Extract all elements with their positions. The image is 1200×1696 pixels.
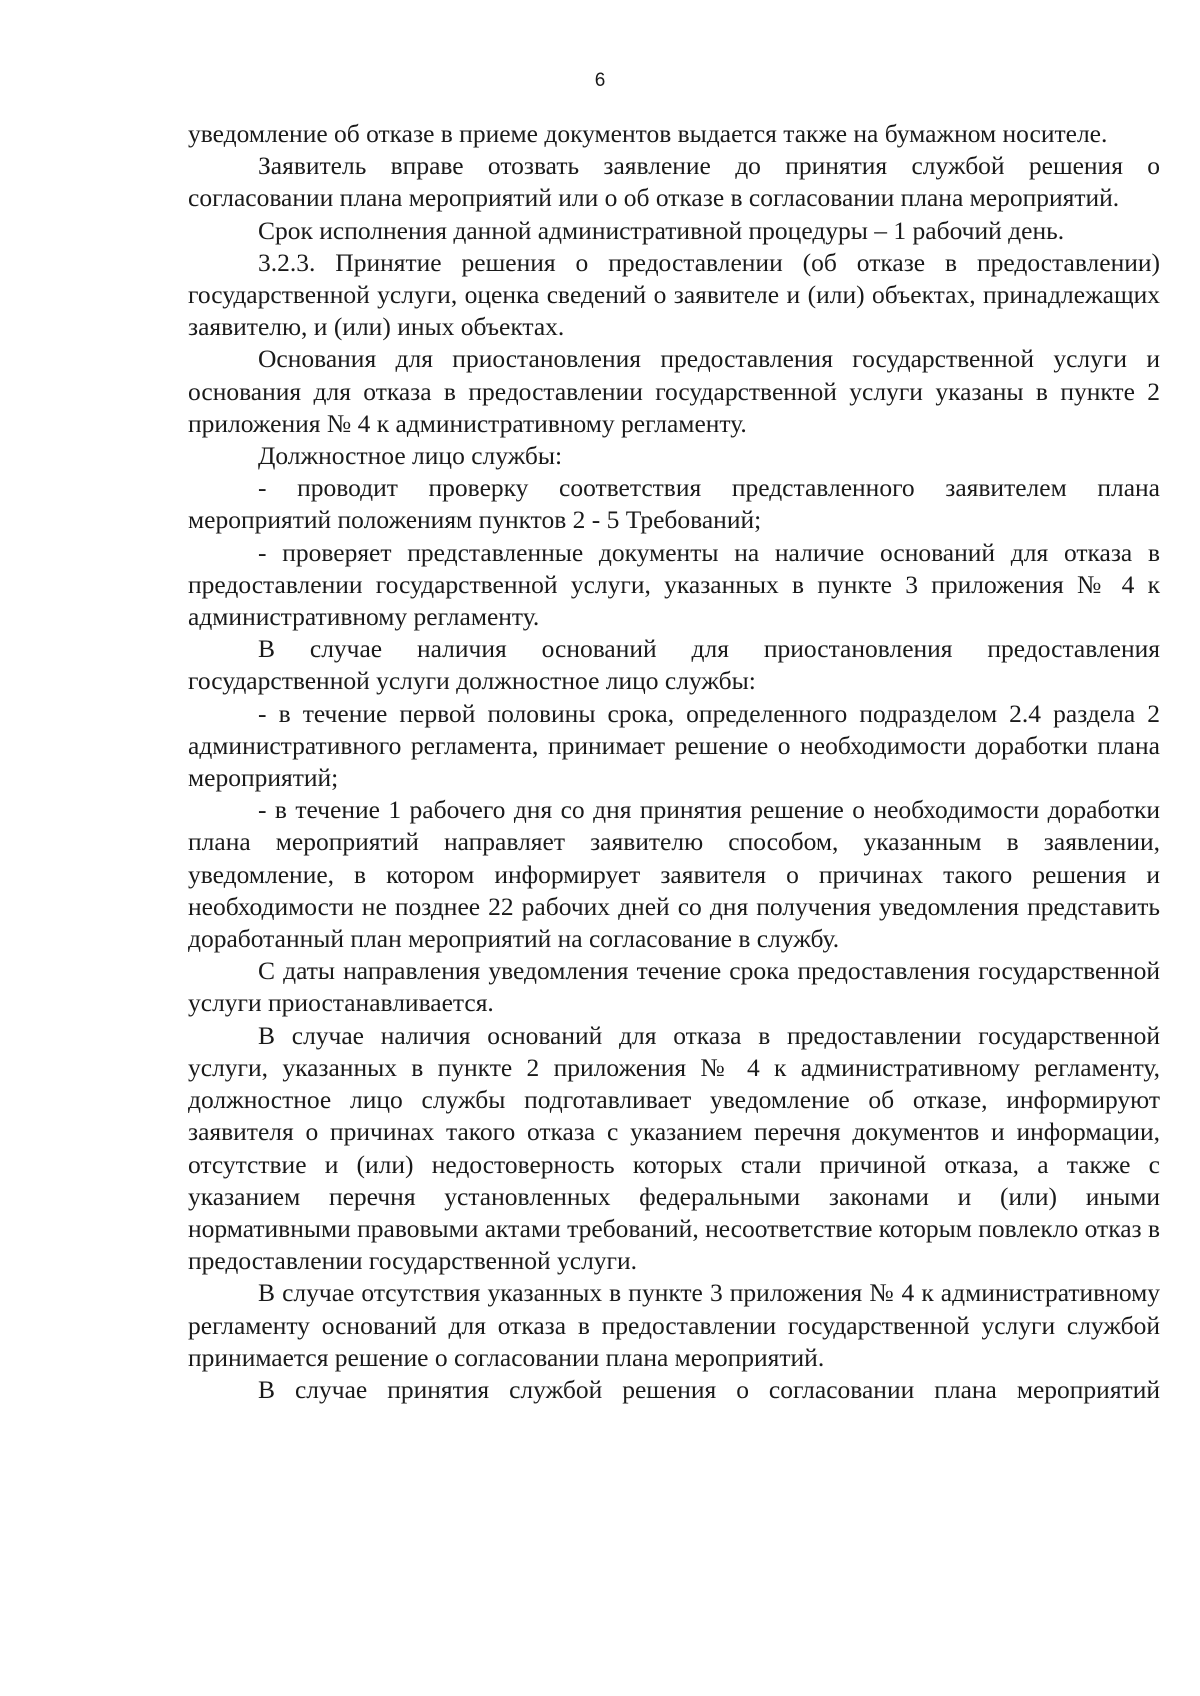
list-item: - в течение первой половины срока, определенного подразделом 2.4 раздела 2 административного регламента, принимает решение о необходимости доработки плана мероприятий; [188, 698, 1160, 793]
paragraph: В случае отсутствия указанных в пункте 3 приложения № 4 к административному регламенту оснований для отказа в предоставлении государственной услуги службой принимается решение о согласовании плана мероприятий. [188, 1278, 1160, 1372]
paragraph: В случае наличия оснований для приостановления предоставления государственной услуги должностное лицо службы: [188, 634, 1160, 696]
paragraph: Основания для приостановления предоставления государственной услуги и основания для отказа в предоставлении государственной услуги указаны в пункте 2 приложения № 4 к административному регламенту. [188, 344, 1160, 438]
paragraph: В случае наличия оснований для отказа в предоставлении государственной услуги, указанных в пункте 2 приложения № 4 к административному регламенту, должностное лицо службы подготавливает уведомление об отказе, информируют заявителя о причинах такого отказа с указанием перечня документов и информации, отсутствие и (или) недостоверность которых стали причиной отказа, а также с указанием перечня установленных федеральными законами и (или) иными нормативными правовыми актами требований, несоответствие которым повлекло отказ в предоставлении государственной услуги. [188, 1020, 1161, 1276]
section-heading-3-2-3: 3.2.3. Принятие решения о предоставлении (об отказе в предоставлении) государственной услуги, оценка сведений о заявителе и (или) объектах, принадлежащих заявителю, и (или) иных объектах. [188, 247, 1160, 342]
paragraph: Заявитель вправе отозвать заявление до принятия службой решения о согласовании плана мероприятий или о об отказе в согласовании плана мероприятий. [188, 151, 1160, 213]
list-item: - в течение 1 рабочего дня со дня принятия решение о необходимости доработки плана мероприятий направляет заявителю способом, указанным в заявлении, уведомление, в котором информирует заявителя о причинах такого решения и необходимости не позднее 22 рабочих дней со дня получения уведомления представить доработанный план мероприятий на согласование в службу. [188, 795, 1160, 954]
list-item: - проводит проверку соответствия представленного заявителем плана мероприятий положениям пунктов 2 - 5 Требований; [188, 473, 1160, 535]
paragraph: Срок исполнения данной административной процедуры – 1 рабочий день. [258, 215, 1065, 245]
list-item: - проверяет представленные документы на наличие оснований для отказа в предоставлении государственной услуги, указанных в пункте 3 приложения № 4 к административному регламенту. [188, 537, 1160, 632]
document-body [188, 118, 1160, 1406]
paragraph: Должностное лицо службы: [258, 441, 563, 471]
paragraph-continued: В случае принятия службой решения о согласовании плана мероприятий [258, 1374, 1160, 1404]
paragraph: С даты направления уведомления течение срока предоставления государственной услуги приостанавливается. [188, 956, 1160, 1018]
page-number: 6 [594, 70, 606, 91]
paragraph: уведомление об отказе в приеме документов выдается также на бумажном носителе. [188, 119, 1108, 148]
